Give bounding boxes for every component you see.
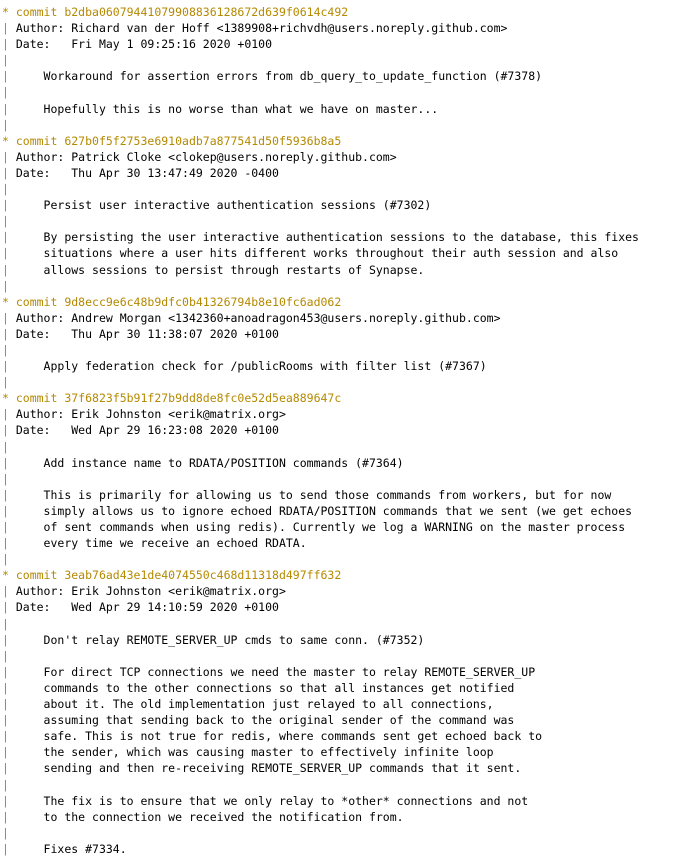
- log-body-text: For direct TCP connections we need the master to relay REMOTE_SERVER_UP: [15, 664, 536, 679]
- log-commit-text: commit 3eab76ad43e1de4074550c468d11318d497ff632: [15, 568, 342, 583]
- graph-pipe-icon: |: [2, 729, 16, 744]
- log-date-text: Date: Wed Apr 29 16:23:08 2020 +0100: [15, 423, 279, 438]
- log-body-text: about it. The old implementation just relayed to all connections,: [15, 697, 494, 712]
- log-line: [2, 374, 692, 390]
- log-commit-text: commit 627b0f5f2753e6910adb7a877541d50f5936b8a5: [15, 133, 342, 148]
- graph-pipe-icon: |: [2, 552, 16, 567]
- log-line: [2, 825, 692, 841]
- log-line: [2, 487, 692, 503]
- log-line: [2, 4, 692, 20]
- log-commit-text: commit 37f6823f5b91f27b9dd8de8fc0e52d5ea889647c: [15, 391, 342, 406]
- log-body-text: sending and then re-receiving REMOTE_SERVER_UP commands that it sent.: [15, 761, 522, 776]
- graph-pipe-icon: |: [2, 584, 16, 599]
- log-line: [2, 358, 692, 374]
- log-line: [2, 793, 692, 809]
- log-line: [2, 133, 692, 149]
- graph-pipe-icon: |: [2, 326, 16, 341]
- log-line: [2, 712, 692, 728]
- log-line: [2, 648, 692, 664]
- graph-pipe-icon: |: [2, 520, 16, 534]
- graph-pipe-icon: |: [2, 342, 16, 357]
- log-body-text: simply allows us to ignore echoed RDATA/POSITION commands that we sent (we get echoes: [15, 503, 633, 518]
- graph-pipe-icon: |: [2, 182, 16, 197]
- log-line: [2, 503, 692, 519]
- log-line: [2, 455, 692, 471]
- log-line: [2, 117, 692, 133]
- log-line: [2, 101, 692, 117]
- graph-pipe-icon: |: [2, 198, 16, 213]
- graph-pipe-icon: |: [2, 37, 16, 52]
- graph-pipe-icon: |: [2, 101, 16, 116]
- graph-pipe-icon: |: [2, 616, 16, 631]
- log-body-text: to the connection we received the notification from.: [15, 809, 404, 824]
- log-body-text: assuming that sending back to the original sender of the command was: [15, 713, 515, 728]
- log-line: [2, 777, 692, 793]
- graph-pipe-icon: |: [2, 503, 16, 518]
- log-date-text: Date: Fri May 1 09:25:16 2020 +0100: [15, 37, 273, 52]
- log-line: [2, 567, 692, 583]
- log-line: [2, 728, 692, 744]
- log-line: [2, 551, 692, 567]
- log-line: [2, 616, 692, 632]
- graph-pipe-icon: |: [2, 648, 16, 663]
- graph-pipe-icon: |: [2, 825, 16, 840]
- log-body-text: every time we receive an echoed RDATA.: [15, 536, 307, 551]
- log-line: [2, 36, 692, 52]
- graph-pipe-icon: |: [2, 455, 16, 470]
- log-line: [2, 664, 692, 680]
- log-author-text: Author: Erik Johnston <erik@matrix.org>: [15, 584, 286, 599]
- log-line: [2, 181, 692, 197]
- graph-pipe-icon: |: [2, 407, 16, 422]
- graph-pipe-icon: |: [2, 439, 16, 454]
- log-line: [2, 422, 692, 438]
- graph-pipe-icon: |: [2, 471, 16, 486]
- log-line: [2, 406, 692, 422]
- log-body-text: This is primarily for allowing us to send those commands from workers, but for now: [15, 487, 612, 502]
- graph-pipe-icon: |: [2, 359, 16, 374]
- log-line: [2, 583, 692, 599]
- graph-pipe-icon: |: [2, 777, 16, 792]
- graph-pipe-icon: |: [2, 310, 16, 325]
- log-author-text: Author: Erik Johnston <erik@matrix.org>: [15, 407, 286, 422]
- log-line: [2, 52, 692, 68]
- log-body-text: By persisting the user interactive authentication sessions to the database, this fixes: [15, 230, 639, 245]
- commit-node-icon: *: [2, 294, 16, 309]
- log-body-text: Apply federation check for /publicRooms with filter list (#7367): [15, 359, 487, 374]
- log-date-text: Date: Thu Apr 30 11:38:07 2020 +0100: [15, 326, 279, 341]
- graph-pipe-icon: |: [2, 165, 16, 180]
- log-line: [2, 632, 692, 648]
- log-commit-text: commit 9d8ecc9e6c48b9dfc0b41326794b8e10fc6ad062: [15, 294, 342, 309]
- graph-pipe-icon: |: [2, 21, 16, 36]
- graph-pipe-icon: |: [2, 423, 16, 438]
- graph-pipe-icon: |: [2, 262, 16, 277]
- graph-pipe-icon: |: [2, 278, 16, 293]
- log-body-text: Add instance name to RDATA/POSITION commands (#7364): [15, 455, 404, 470]
- graph-pipe-icon: |: [2, 809, 16, 824]
- commit-node-icon: *: [2, 568, 16, 583]
- log-author-text: Author: Patrick Cloke <clokep@users.noreply.github.com>: [15, 149, 397, 164]
- log-body-text: Fixes #7334.: [15, 841, 127, 856]
- log-body-text: Hopefully this is no worse than what we have on master...: [15, 101, 439, 116]
- log-author-text: Author: Andrew Morgan <1342360+anoadragon453@users.noreply.github.com>: [15, 310, 501, 325]
- log-date-text: Date: Wed Apr 29 14:10:59 2020 +0100: [15, 600, 279, 615]
- log-line: [2, 471, 692, 487]
- graph-pipe-icon: |: [2, 793, 16, 808]
- log-line: [2, 744, 692, 760]
- log-body-text: safe. This is not true for redis, where commands sent get echoed back to: [15, 729, 543, 744]
- log-line: [2, 20, 692, 36]
- graph-pipe-icon: |: [2, 487, 16, 502]
- log-body-text: allows sessions to persist through restarts of Synapse.: [15, 262, 425, 277]
- graph-pipe-icon: |: [2, 375, 16, 390]
- log-line: [2, 342, 692, 358]
- graph-pipe-icon: |: [2, 841, 16, 856]
- log-line: [2, 245, 692, 261]
- graph-pipe-icon: |: [2, 85, 16, 100]
- graph-pipe-icon: |: [2, 230, 16, 245]
- log-date-text: Date: Thu Apr 30 13:47:49 2020 -0400: [15, 165, 279, 180]
- log-line: [2, 696, 692, 712]
- commit-node-icon: *: [2, 391, 16, 406]
- log-line: [2, 294, 692, 310]
- log-body-text: Persist user interactive authentication sessions (#7302): [15, 198, 432, 213]
- log-body-text: Workaround for assertion errors from db_query_to_update_function (#7378): [15, 69, 543, 84]
- log-line: [2, 326, 692, 342]
- log-line: [2, 439, 692, 455]
- graph-pipe-icon: |: [2, 53, 16, 68]
- log-commit-text: commit b2dba06079441079908836128672d639f0614c492: [15, 5, 349, 19]
- log-line: [2, 229, 692, 245]
- log-body-text: The fix is to ensure that we only relay to *other* connections and not: [15, 793, 529, 808]
- log-line: [2, 197, 692, 213]
- graph-pipe-icon: |: [2, 246, 16, 261]
- graph-pipe-icon: |: [2, 117, 16, 132]
- graph-pipe-icon: |: [2, 713, 16, 728]
- graph-pipe-icon: |: [2, 600, 16, 615]
- graph-pipe-icon: |: [2, 149, 16, 164]
- graph-pipe-icon: |: [2, 214, 16, 229]
- graph-pipe-icon: |: [2, 632, 16, 647]
- log-line: [2, 278, 692, 294]
- log-line: [2, 535, 692, 551]
- log-line: [2, 599, 692, 615]
- log-body-text: commands to the other connections so that all instances get notified: [15, 680, 515, 695]
- log-line: [2, 680, 692, 696]
- log-line: [2, 213, 692, 229]
- log-line: [2, 165, 692, 181]
- log-body-text: the sender, which was causing master to effectively infinite loop: [15, 745, 494, 760]
- log-author-text: Author: Richard van der Hoff <1389908+richvdh@users.noreply.github.com>: [15, 21, 508, 36]
- commit-node-icon: *: [2, 5, 16, 19]
- graph-pipe-icon: |: [2, 664, 16, 679]
- log-body-text: of sent commands when using redis). Currently we log a WARNING on the master process: [15, 520, 626, 534]
- log-line: [2, 262, 692, 278]
- commit-node-icon: *: [2, 133, 16, 148]
- log-line: [2, 84, 692, 100]
- log-line: [2, 149, 692, 165]
- graph-pipe-icon: |: [2, 761, 16, 776]
- log-line: [2, 841, 692, 857]
- log-line: [2, 310, 692, 326]
- graph-pipe-icon: |: [2, 697, 16, 712]
- graph-pipe-icon: |: [2, 745, 16, 760]
- log-body-text: situations where a user hits different works throughout their auth session and also: [15, 246, 619, 261]
- log-line: [2, 519, 692, 535]
- log-line: [2, 809, 692, 825]
- log-line: [2, 390, 692, 406]
- log-line: [2, 68, 692, 84]
- graph-pipe-icon: |: [2, 680, 16, 695]
- graph-pipe-icon: |: [2, 536, 16, 551]
- log-body-text: Don't relay REMOTE_SERVER_UP cmds to same conn. (#7352): [15, 632, 425, 647]
- graph-pipe-icon: |: [2, 69, 16, 84]
- log-line: [2, 760, 692, 776]
